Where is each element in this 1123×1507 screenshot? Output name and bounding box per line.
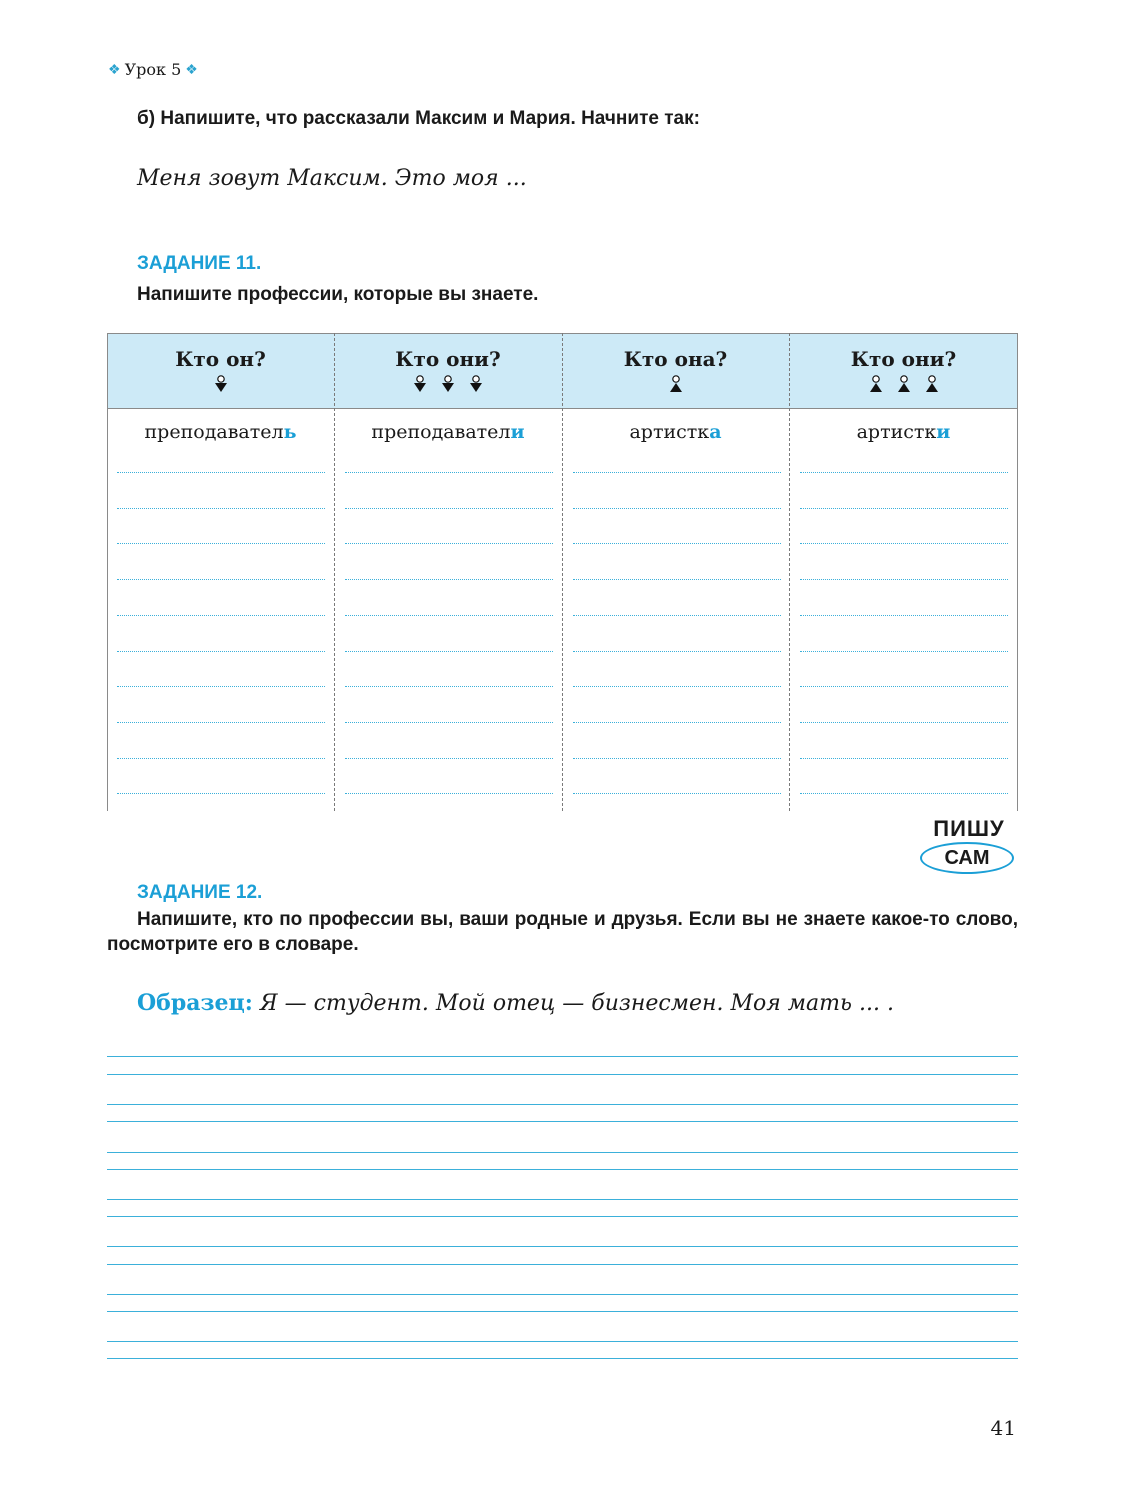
female-icon (562, 375, 789, 397)
badge-top-text: ПИШУ (933, 816, 1005, 841)
writing-line[interactable] (117, 686, 325, 687)
sample-text: Я — студент. Мой отец — бизнесмен. Моя мать ... . (259, 991, 894, 1016)
writing-line[interactable] (573, 793, 781, 794)
writing-line[interactable] (800, 793, 1008, 794)
male-icon (107, 375, 334, 397)
writing-line[interactable] (800, 722, 1008, 723)
answer-line[interactable] (107, 1264, 1018, 1265)
writing-line[interactable] (345, 793, 553, 794)
task11-title: ЗАДАНИЕ 11. (137, 253, 262, 274)
answer-line[interactable] (107, 1358, 1018, 1359)
badge-bottom-text: САМ (944, 847, 990, 869)
writing-line[interactable] (117, 793, 325, 794)
diamond-icon: ❖ (108, 61, 121, 78)
writing-line[interactable] (345, 579, 553, 580)
write-yourself-badge (918, 814, 1018, 880)
answer-line[interactable] (107, 1199, 1018, 1200)
answer-line[interactable] (107, 1294, 1018, 1295)
writing-line[interactable] (117, 579, 325, 580)
writing-line[interactable] (573, 686, 781, 687)
writing-line[interactable] (345, 543, 553, 544)
answer-line[interactable] (107, 1341, 1018, 1342)
writing-line[interactable] (345, 758, 553, 759)
answer-line[interactable] (107, 1074, 1018, 1075)
column-header: Кто он? (175, 347, 266, 371)
answer-line[interactable] (107, 1311, 1018, 1312)
table-column-she (562, 333, 789, 811)
writing-line[interactable] (800, 615, 1008, 616)
writing-line[interactable] (800, 758, 1008, 759)
writing-line[interactable] (117, 758, 325, 759)
diamond-icon: ❖ (185, 61, 198, 78)
writing-line[interactable] (345, 508, 553, 509)
writing-line[interactable] (573, 722, 781, 723)
sample-label: Образец: (137, 990, 253, 1016)
page-number: 41 (990, 1416, 1016, 1440)
writing-line[interactable] (573, 579, 781, 580)
table-column-they-f (789, 333, 1018, 811)
writing-line[interactable] (573, 508, 781, 509)
writing-line[interactable] (345, 722, 553, 723)
section-b-instruction: б) Напишите, что рассказали Максим и Мария. Начните так: (137, 108, 700, 129)
example-word: преподаватель (144, 421, 297, 443)
writing-line[interactable] (573, 758, 781, 759)
lesson-header (108, 60, 198, 79)
writing-line[interactable] (345, 651, 553, 652)
writing-line[interactable] (345, 686, 553, 687)
answer-line[interactable] (107, 1246, 1018, 1247)
section-b-example: Меня зовут Максим. Это моя ... (137, 166, 527, 191)
writing-line[interactable] (800, 508, 1008, 509)
answer-line[interactable] (107, 1104, 1018, 1105)
writing-line[interactable] (800, 543, 1008, 544)
example-word: артистки (856, 421, 951, 443)
writing-line[interactable] (573, 472, 781, 473)
writing-line[interactable] (117, 472, 325, 473)
writing-line[interactable] (117, 508, 325, 509)
answer-line[interactable] (107, 1152, 1018, 1153)
example-word: преподаватели (371, 421, 525, 443)
writing-line[interactable] (800, 686, 1008, 687)
writing-line[interactable] (117, 722, 325, 723)
professions-table (107, 333, 1018, 811)
writing-line[interactable] (345, 472, 553, 473)
column-header: Кто они? (395, 347, 501, 371)
answer-line[interactable] (107, 1121, 1018, 1122)
writing-line[interactable] (573, 651, 781, 652)
writing-line[interactable] (573, 615, 781, 616)
table-column-they-m (334, 333, 562, 811)
female-group-icon (789, 375, 1018, 397)
writing-line[interactable] (573, 543, 781, 544)
column-header: Кто она? (623, 347, 728, 371)
lesson-label: Урок 5 (124, 60, 182, 79)
writing-line[interactable] (345, 615, 553, 616)
writing-line[interactable] (800, 472, 1008, 473)
writing-line[interactable] (800, 579, 1008, 580)
column-header: Кто они? (850, 347, 957, 371)
writing-line[interactable] (800, 651, 1008, 652)
writing-line[interactable] (117, 651, 325, 652)
task11-instruction: Напишите профессии, которые вы знаете. (137, 284, 539, 305)
task12-sample (137, 990, 894, 1016)
writing-line[interactable] (117, 543, 325, 544)
answer-line[interactable] (107, 1216, 1018, 1217)
example-word: артистка (629, 421, 722, 443)
answer-line[interactable] (107, 1169, 1018, 1170)
answer-line[interactable] (107, 1056, 1018, 1057)
table-column-he (107, 333, 334, 811)
task12-title: ЗАДАНИЕ 12. (137, 882, 263, 903)
badge-oval (920, 842, 1014, 874)
task12-instruction: Напишите, кто по профессии вы, ваши родные и друзья. Если вы не знаете какое-то слово, посмотрите его в словаре. (107, 909, 1018, 955)
writing-line[interactable] (117, 615, 325, 616)
male-group-icon (334, 375, 562, 397)
